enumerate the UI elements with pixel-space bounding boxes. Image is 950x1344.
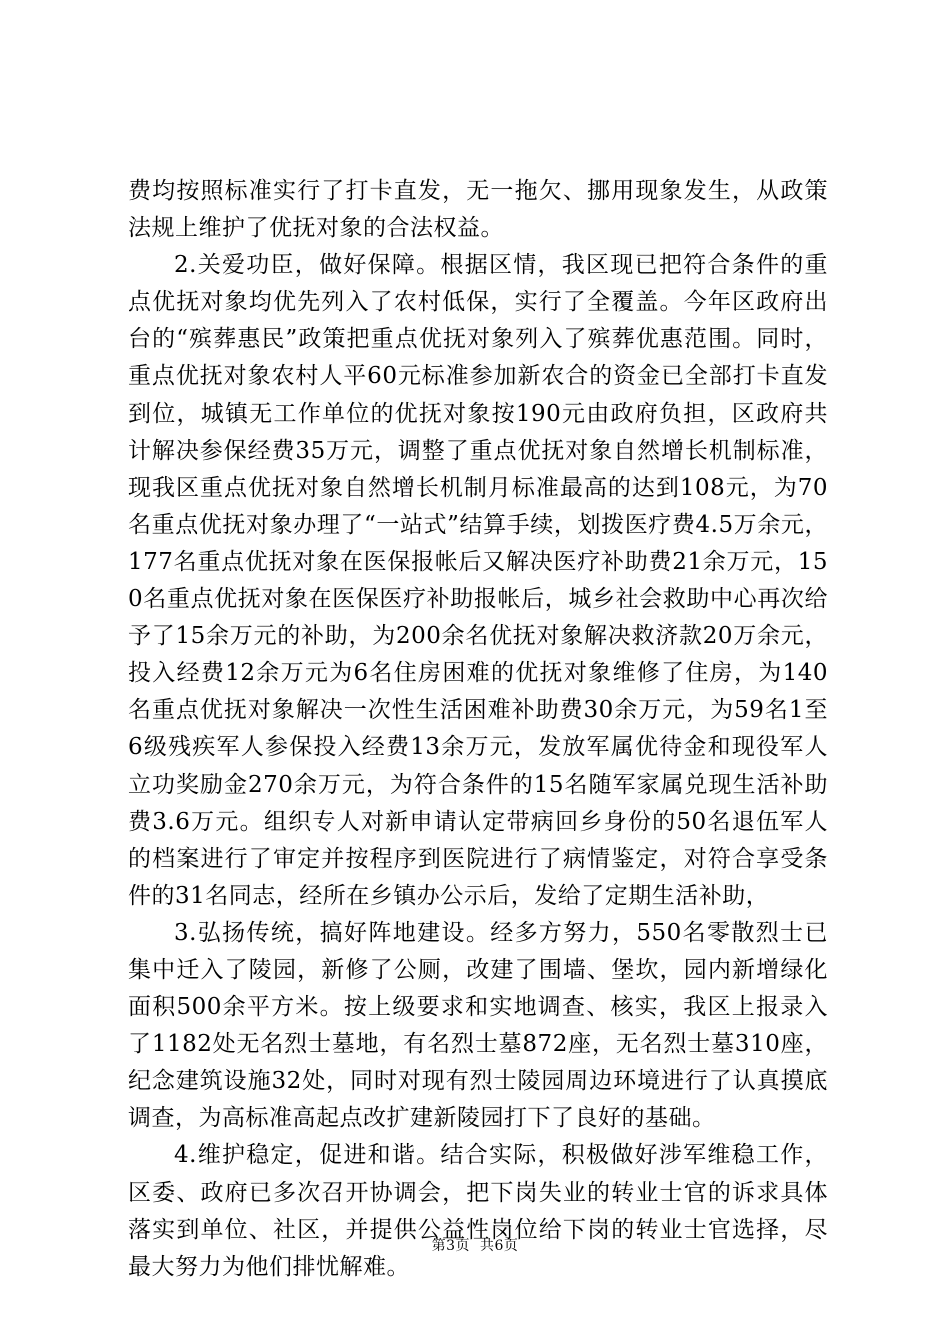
document-body (128, 173, 828, 1286)
paragraph-3-carry-forward-tradition: 3.弘扬传统，搞好阵地建设。经多方努力，550名零散烈士已集中迁入了陵园，新修了公厕，改建了围墙、堡坎，园内新增绿化面积500余平方米。按上级要求和实地调查、核实，我区上报录入了1182处无名烈士墓地，有名烈士墓872座，无名烈士墓310座，纪念建筑设施32处，同时对现有烈士陵园周边环境进行了认真摸底调查，为高标准高起点改扩建新陵园打下了良好的基础。 (128, 919, 828, 1132)
page-number-footer: 第3页 共6页 (431, 1238, 519, 1254)
paragraph-2-care-for-heroes: 2.关爱功臣，做好保障。根据区情，我区现已把符合条件的重点优抚对象均优先列入了农村低保，实行了全覆盖。今年区政府出台的“殡葬惠民”政策把重点优抚对象列入了殡葬优惠范围。同时，重点优抚对象农村人平60元标准参加新农合的资金已全部打卡直发到位，城镇无工作单位的优抚对象按190元由政府负担，区政府共计解决参保经费35万元，调整了重点优抚对象自然增长机制标准，现我区重点优抚对象自然增长机制月标准最高的达到108元，为70名重点优抚对象办理了“一站式”结算手续，划拨医疗费4.5万余元，177名重点优抚对象在医保报帐后又解决医疗补助费21余万元，150名重点优抚对象在医保医疗补助报帐后，城乡社会救助中心再次给予了15余万元的补助，为200余名优抚对象解决救济款20万余元，投入经费12余万元为6名住房困难的优抚对象维修了住房，为140名重点优抚对象解决一次性生活困难补助费30余万元，为59名1至6级残疾军人参保投入经费13余万元，发放军属优待金和现役军人立功奖励金270余万元，为符合条件的15名随军家属兑现生活补助费3.6万元。组织专人对新申请认定带病回乡身份的50名退伍军人的档案进行了审定并按程序到医院进行了病情鉴定，对符合享受条件的31名同志，经所在乡镇办公示后，发给了定期生活补助， (128, 252, 828, 909)
paragraph-continuation: 费均按照标准实行了打卡直发，无一拖欠、挪用现象发生，从政策法规上维护了优抚对象的合法权益。 (128, 178, 828, 242)
paragraph-4-maintain-stability: 4.维护稳定，促进和谐。结合实际，积极做好涉军维稳工作，区委、政府已多次召开协调会，把下岗失业的转业士官的诉求具体落实到单位、社区，并提供公益性岗位给下岗的转业士官选择，尽最大努力为他们排忧解难。 (128, 1142, 828, 1280)
